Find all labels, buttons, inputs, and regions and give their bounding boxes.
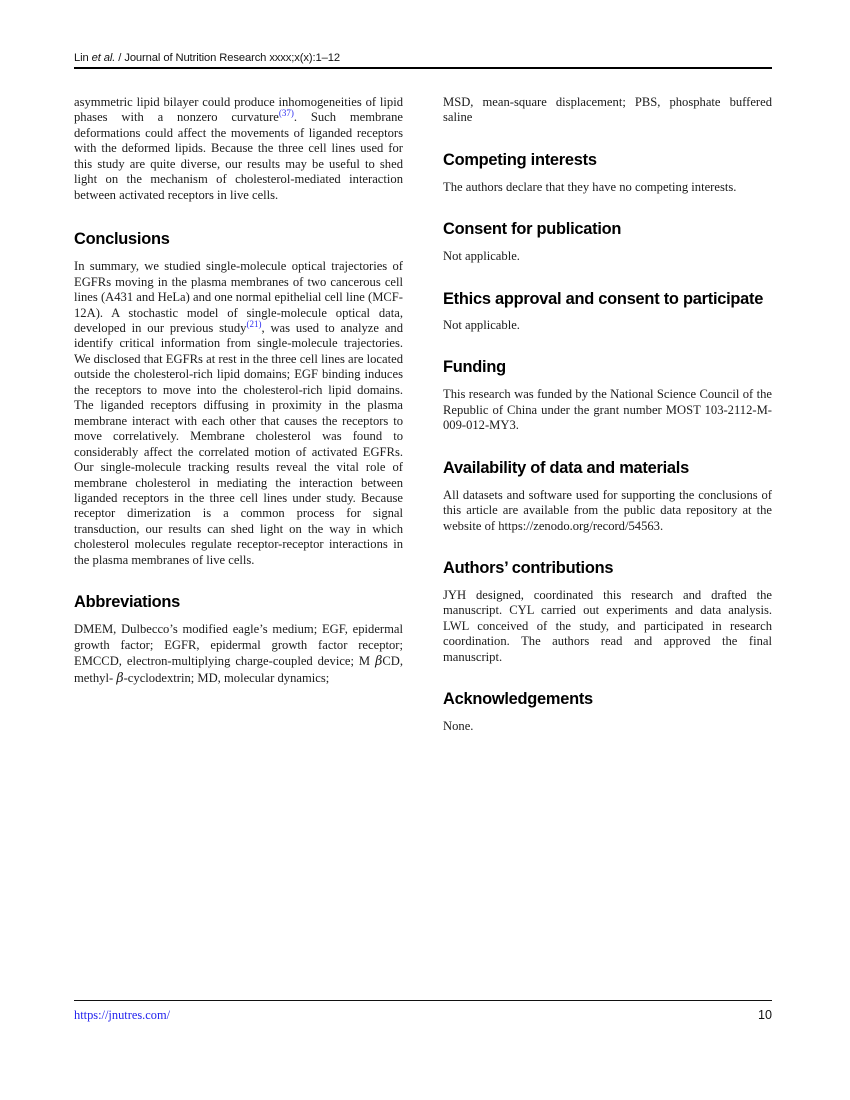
running-head-etal: et al. xyxy=(91,52,116,64)
abbreviations-part-2: CD, methyl- xyxy=(74,654,403,685)
running-head-text xyxy=(74,52,772,64)
running-head-rule xyxy=(74,67,772,69)
heading-conclusions: Conclusions xyxy=(74,230,170,249)
citation-37[interactable]: (37) xyxy=(278,108,294,119)
abbreviations-continued-paragraph: MSD, mean-square displacement; PBS, phosphate buffered saline xyxy=(443,95,772,125)
acknowledgements-paragraph: None. xyxy=(443,719,474,734)
conclusions-before-citation: In summary, we studied single-molecule optical trajectories of EGFRs moving in the plasma membranes of two cancerous cell lines (A431 and HeLa) and one normal epithelial cell line (MCF-12A). A stochastic model of single-molecule optical data, developed in our previous study xyxy=(74,259,403,335)
body-columns xyxy=(74,95,772,735)
continued-paragraph-before-citation: asymmetric lipid bilayer could produce inhomogeneities of lipid phases with a nonzero curvature xyxy=(74,95,403,125)
continued-paragraph-after-citation: . Such membrane deformations could affect the movements of liganded receptors with the deformed lipids. Because the three cell lines used for this study are quite diverse, our results may be useful to shed light on the mechanism of cholesterol-mediated interaction between activated receptors in live cells. xyxy=(74,110,403,202)
heading-competing-interests: Competing interests xyxy=(443,150,597,169)
conclusions-after-citation: , was used to analyze and identify critical information from single-molecule trajectories. We disclosed that EGFRs at rest in the three cell lines are located outside the cholesterol-rich lipid domains; EGF binding induces the receptors to move into the cholesterol-rich lipid domains. The liganded receptors diffusing in proximity in the plasma membrane interact with each other that causes the receptors to move correlatively. Membrane cholesterol was found to considerably affect the correlated motion of activated EGFRs. Our single-molecule tracking results reveal the vital role of membrane cholesterol in mediating the interaction between liganded receptors in the three cell lines under study. Because receptor dimerization is a common process for signal transduction, our results can shed light on the way in which cholesterol molecules regulate receptor-receptor interactions in the plasma membranes of live cells. xyxy=(74,320,404,567)
abbreviations-paragraph xyxy=(74,622,403,686)
heading-funding: Funding xyxy=(443,358,506,377)
abbreviations-part-1: DMEM, Dulbecco’s modified eagle’s medium; EGF, epidermal growth factor; EGFR, epidermal growth factor receptor; EMCCD, electron-multiplying charge-coupled device; M xyxy=(74,622,403,669)
conclusions-paragraph xyxy=(74,259,403,568)
continued-paragraph xyxy=(74,95,403,203)
running-head-author: Lin xyxy=(74,52,92,64)
authors-contributions-paragraph: JYH designed, coordinated this research and drafted the manuscript. CYL carried out experiments and data analysis. LWL conceived of the study, and participated in research coordination. The authors read and approved the final manuscript. xyxy=(443,587,772,664)
journal-url-link[interactable]: https://jnutres.com/ xyxy=(74,1008,171,1022)
competing-interests-paragraph: The authors declare that they have no competing interests. xyxy=(443,179,737,194)
footer-rule xyxy=(74,1000,772,1001)
heading-authors-contributions: Authors’ contributions xyxy=(443,558,614,577)
beta-symbol-1: β xyxy=(375,653,383,669)
consent-for-publication-paragraph: Not applicable. xyxy=(443,249,520,264)
page-number: 10 xyxy=(757,1008,772,1022)
heading-availability-of-data: Availability of data and materials xyxy=(443,458,689,477)
right-column xyxy=(443,95,772,735)
citation-21[interactable]: (21) xyxy=(246,318,262,329)
heading-consent-for-publication: Consent for publication xyxy=(443,220,622,239)
left-column xyxy=(74,95,403,735)
ethics-approval-paragraph: Not applicable. xyxy=(443,317,520,332)
abbreviations-part-3: -cyclodextrin; MD, molecular dynamics; xyxy=(123,670,330,685)
beta-symbol-2: β xyxy=(116,669,124,685)
footer-row xyxy=(74,1008,772,1023)
heading-ethics-approval: Ethics approval and consent to participate xyxy=(443,289,764,308)
funding-paragraph: This research was funded by the National Science Council of the Republic of China under the grant number MOST 103-2112-M-009-012-MY3. xyxy=(443,387,772,433)
running-head xyxy=(74,52,772,69)
heading-acknowledgements: Acknowledgements xyxy=(443,690,593,709)
heading-abbreviations: Abbreviations xyxy=(74,593,181,612)
availability-paragraph: All datasets and software used for supporting the conclusions of this article are available from the public data repository at the website of https://zenodo.org/record/54563. xyxy=(443,487,772,533)
running-head-journal: / Journal of Nutrition Research xxxx;x(x):1–12 xyxy=(115,52,341,64)
page-footer xyxy=(74,1000,772,1023)
